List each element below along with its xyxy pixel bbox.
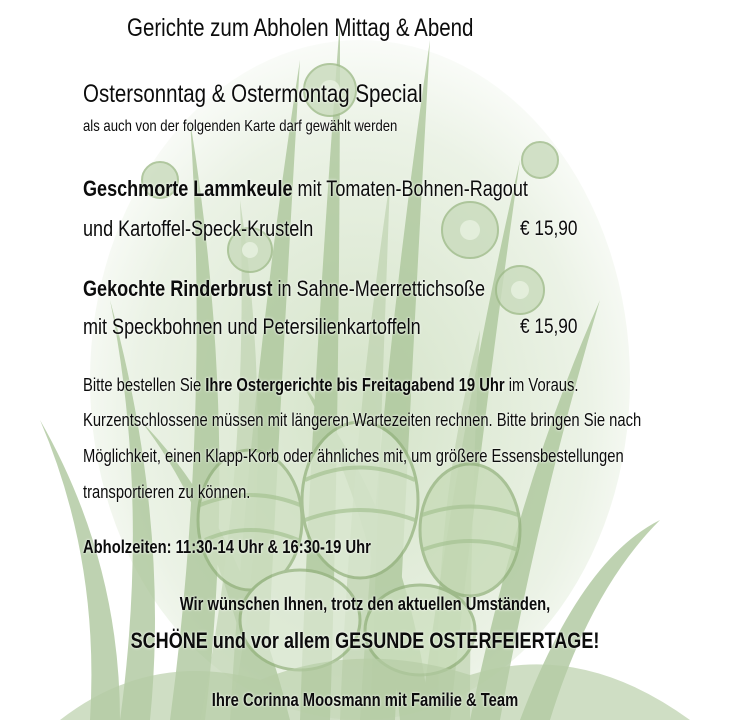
dish-2-name: Gekochte Rinderbrust xyxy=(83,276,273,301)
special-heading: Ostersonntag & Ostermontag Special xyxy=(83,80,423,108)
dish-2-desc-line1: in Sahne-Meerrettichsoße xyxy=(272,276,486,301)
closing-holiday-greeting: SCHÖNE und vor allem GESUNDE OSTERFEIERTAGE! xyxy=(130,628,600,653)
pickup-times: Abholzeiten: 11:30-14 Uhr & 16:30-19 Uhr xyxy=(83,537,371,557)
dish-2-desc-line2: mit Speckbohnen und Petersilienkartoffeln xyxy=(83,314,421,339)
order-info-start: Bitte bestellen Sie xyxy=(83,375,206,395)
dish-1-desc-line1: mit Tomaten-Bohnen-Ragout xyxy=(292,176,528,201)
order-deadline: Ihre Ostergerichte bis Freitagabend 19 Uhr xyxy=(205,375,505,395)
order-info-end: im Voraus. xyxy=(504,375,579,395)
dish-2-price: € 15,90 xyxy=(520,315,578,338)
order-info-line1 xyxy=(83,375,578,396)
order-info-line4: transportieren zu können. xyxy=(83,482,251,502)
dish-1-price: € 15,90 xyxy=(520,217,578,240)
dish-1-line1 xyxy=(83,176,528,202)
closing-wish: Wir wünschen Ihnen, trotz den aktuellen Umständen, xyxy=(179,594,551,614)
signature: Ihre Corinna Moosmann mit Familie & Team xyxy=(211,690,519,710)
order-info-line3: Möglichkeit, einen Klapp-Korb oder ähnliches mit, um größere Essensbestellungen xyxy=(83,446,624,466)
dish-1-desc-line2: und Kartoffel-Speck-Krusteln xyxy=(83,216,314,241)
page-title: Gerichte zum Abholen Mittag & Abend xyxy=(127,14,474,42)
special-note: als auch von der folgenden Karte darf gewählt werden xyxy=(83,118,398,135)
dish-2-line1 xyxy=(83,276,485,302)
order-info-line2: Kurzentschlossene müssen mit längeren Wartezeiten rechnen. Bitte bringen Sie nach xyxy=(83,410,642,430)
dish-1-name: Geschmorte Lammkeule xyxy=(83,176,293,201)
